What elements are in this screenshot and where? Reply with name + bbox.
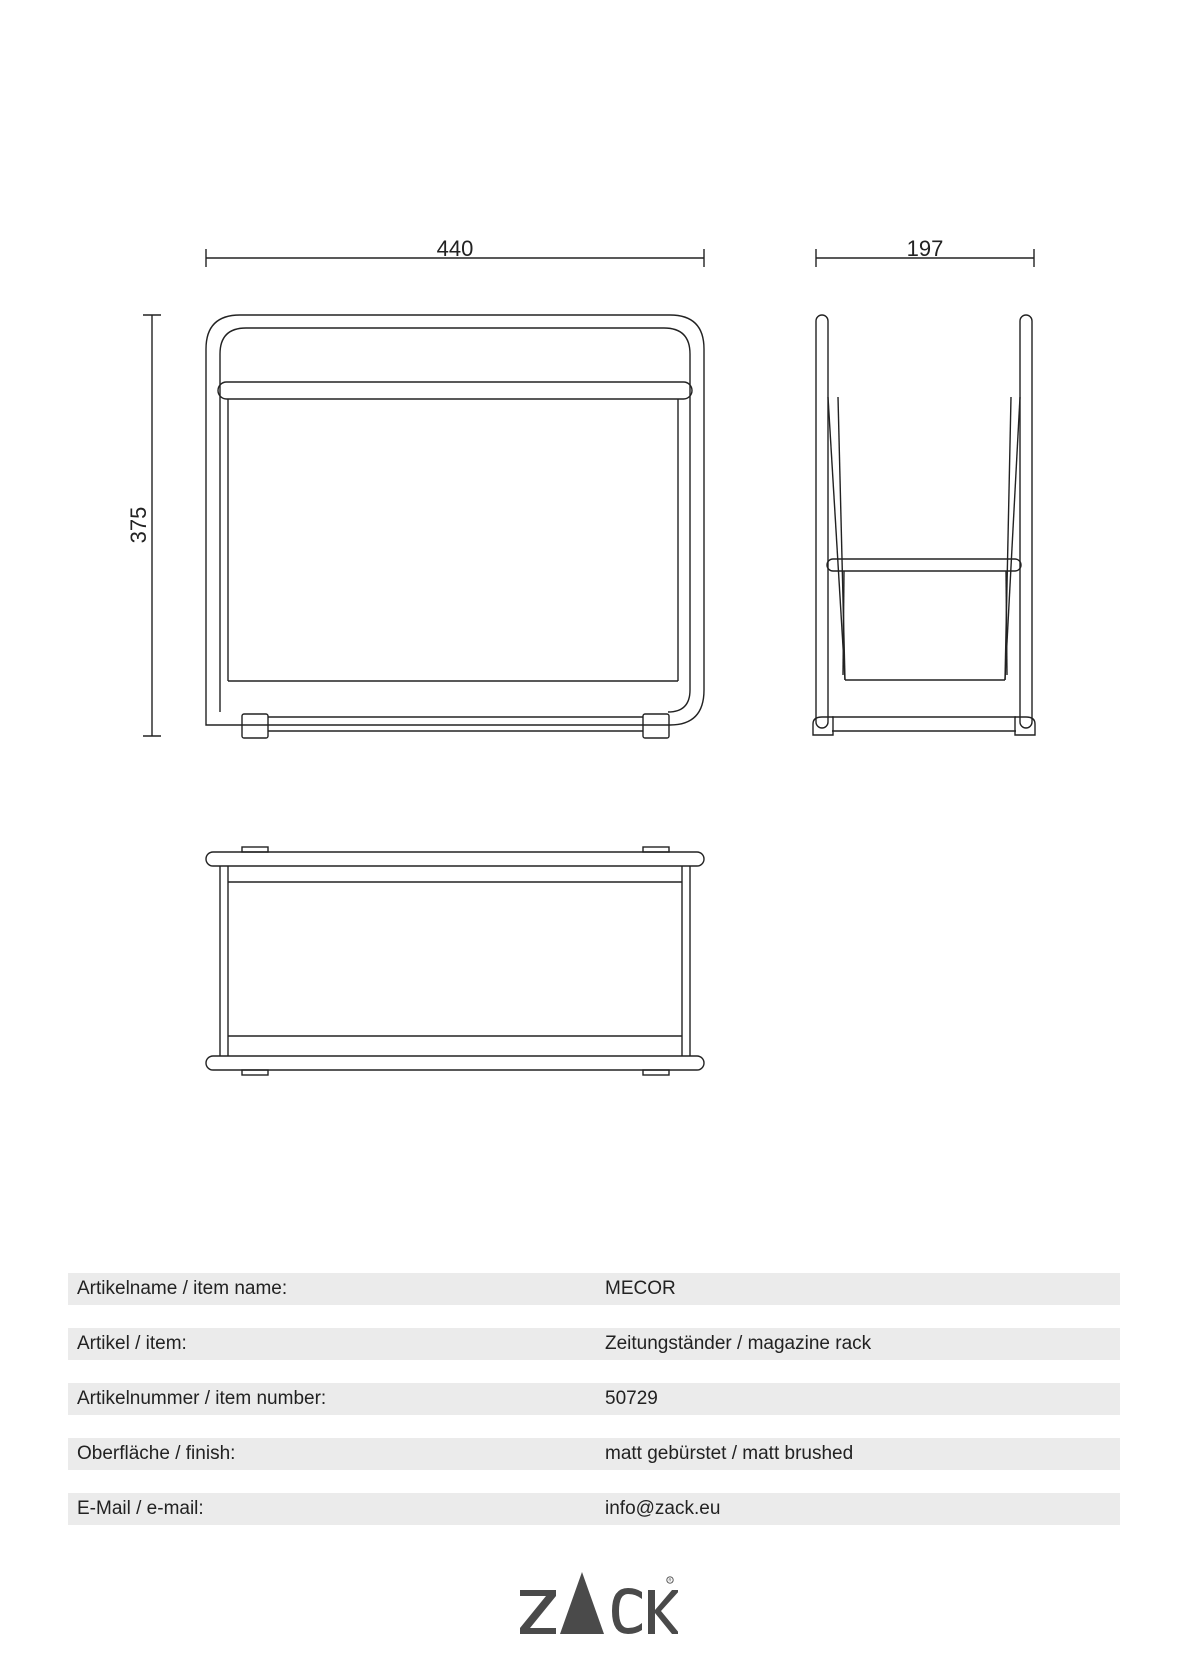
spec-label: E-Mail / e-mail: [77, 1498, 204, 1519]
spec-row-item [68, 1328, 1120, 1360]
spec-row-item-name [68, 1273, 1120, 1305]
spec-value: MECOR [605, 1278, 676, 1299]
depth-dimension-label: 197 [906, 236, 944, 261]
spec-row-item-number [68, 1383, 1120, 1415]
zack-logo [518, 1566, 678, 1638]
spec-value: Zeitungständer / magazine rack [605, 1333, 872, 1354]
svg-text:R: R [668, 1577, 672, 1583]
spec-value: 50729 [605, 1388, 658, 1409]
width-dimension-label: 440 [436, 236, 474, 261]
spec-label: Artikelname / item name: [77, 1278, 288, 1299]
side-view [813, 315, 1035, 735]
height-dimension-label: 375 [126, 506, 151, 544]
spec-table [68, 1273, 1120, 1548]
front-view [206, 315, 704, 738]
top-view [206, 847, 704, 1075]
spec-label: Artikelnummer / item number: [77, 1388, 327, 1409]
spec-label: Oberfläche / finish: [77, 1443, 236, 1464]
spec-label: Artikel / item: [77, 1333, 187, 1354]
spec-value: info@zack.eu [605, 1498, 721, 1519]
spec-row-email [68, 1493, 1120, 1525]
spec-row-finish [68, 1438, 1120, 1470]
spec-value: matt gebürstet / matt brushed [605, 1443, 854, 1464]
